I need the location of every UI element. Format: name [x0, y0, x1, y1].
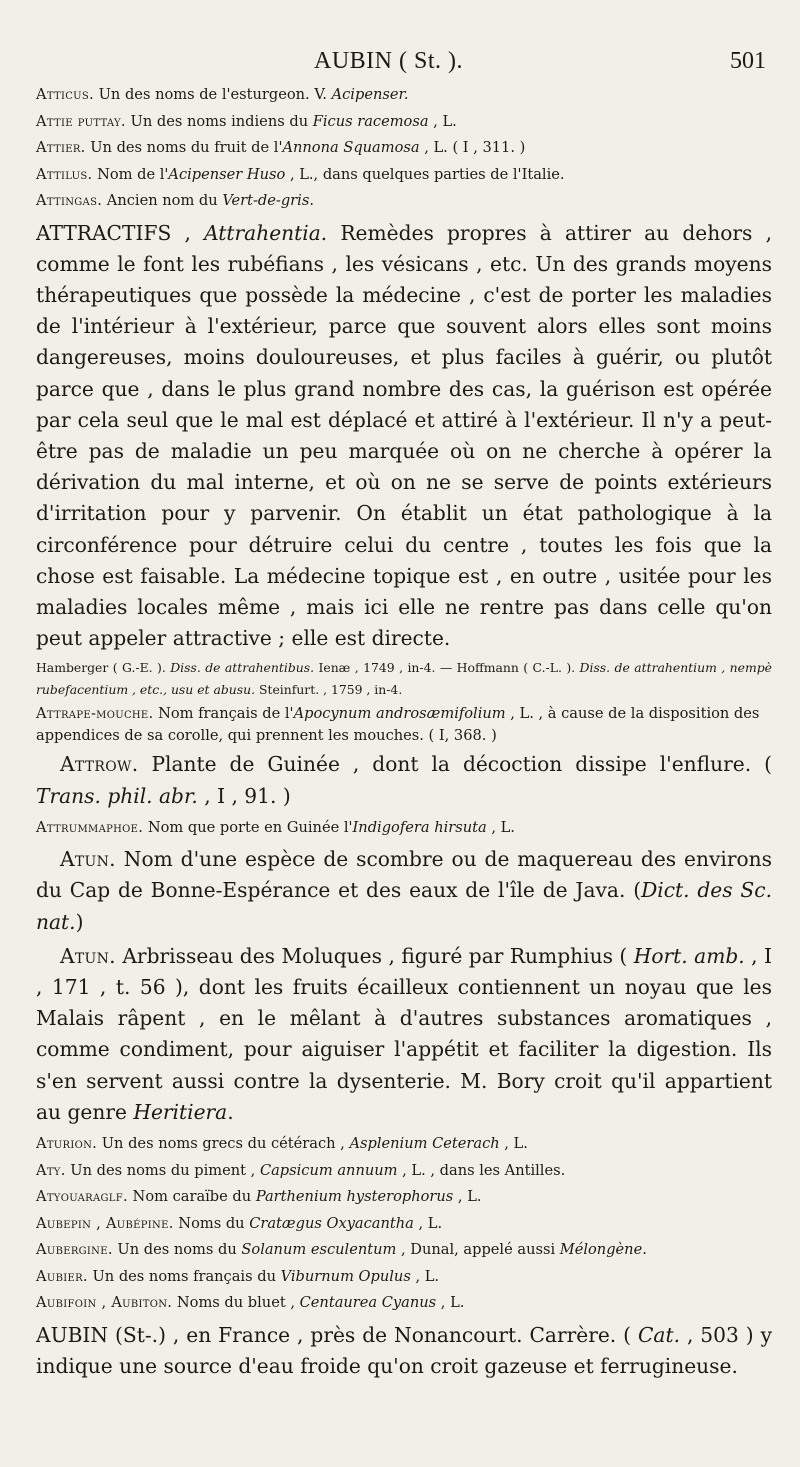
- entry-term: AUBIN: [36, 1322, 109, 1347]
- entry-term: Atun.: [60, 943, 116, 968]
- entry-term: ATTRACTIFS: [36, 220, 172, 245]
- entry-aubin: AUBIN (St-.) , en France , près de Nonancourt. Carrère. ( Cat. , 503 ) y indique une source d'eau froide qu'on croit gazeuse et ferrugineuse.: [36, 1322, 772, 1378]
- entry-aubepin: Aubepin , Aubépine. Noms du Cratægus Oxyacantha , L.: [36, 1214, 443, 1232]
- bibliography-attractifs: Hamberger ( G.-E. ). Diss. de attrahentibus. Ienæ , 1749 , in-4. — Hoffmann ( C.-L. ). Diss. de attrahentium , nempè rubefacentium , etc., usu et abusu. Steinfurt. , 1759 , in-4.: [36, 660, 772, 697]
- entry-term: Aty.: [36, 1161, 66, 1179]
- entry-atticus: Atticus. Un des noms de l'esturgeon. V. Acipenser.: [36, 86, 409, 103]
- entry-term: Aubifoin , Aubiton.: [36, 1294, 173, 1312]
- entry-term: Aturion.: [36, 1135, 98, 1153]
- entry-term: Attingas.: [36, 192, 103, 209]
- entry-term: Attier.: [36, 139, 86, 156]
- entry-aubier: Aubier. Un des noms français du Viburnum Opulus , L.: [36, 1267, 440, 1285]
- entry-term: Attie puttay.: [36, 112, 126, 130]
- entry-term: Atun.: [60, 847, 116, 872]
- entry-attilus: Attilus. Nom de l'Acipenser Huso , L., dans quelques parties de l'Italie.: [36, 165, 565, 183]
- page-number: 501: [730, 48, 766, 74]
- entry-term: Aubier.: [36, 1267, 88, 1285]
- entry-aubergine: Aubergine. Un des noms du Solanum esculentum , Dunal, appelé aussi Mélongène.: [36, 1241, 647, 1259]
- entry-term: Aubepin , Aubépine.: [36, 1214, 174, 1232]
- entry-atun-scombre: Atun. Nom d'une espèce de scombre ou de maquereau des environs du Cap de Bonne-Espérance et des eaux de l'île de Java. (Dict. des Sc. nat.): [36, 847, 772, 934]
- entry-aty: Aty. Un des noms du piment , Capsicum annuum , L. , dans les Antilles.: [36, 1161, 566, 1179]
- entry-attrape-mouche: Attrape-mouche. Nom français de l'Apocynum androsæmifolium , L. , à cause de la disposition des appendices de sa corolle, qui prennent les mouches. ( I, 368. ): [36, 705, 760, 744]
- entry-attingas: Attingas. Ancien nom du Vert-de-gris.: [36, 192, 314, 209]
- entry-term: Atticus.: [36, 86, 94, 103]
- entry-term: Attrow.: [60, 752, 139, 777]
- entry-attie-puttay: Attie puttay. Un des noms indiens du Ficus racemosa , L.: [36, 112, 457, 130]
- entry-aubifoin: Aubifoin , Aubiton. Noms du bluet , Centaurea Cyanus , L.: [36, 1294, 465, 1312]
- running-head: AUBIN ( St. ).: [314, 48, 463, 74]
- entry-attrow: Attrow. Plante de Guinée , dont la décoction dissipe l'enflure. ( Trans. phil. abr. , I , 91. ): [36, 752, 772, 808]
- entry-atun-arbrisseau: Atun. Arbrisseau des Moluques , figuré par Rumphius ( Hort. amb. , I , 171 , t. 56 ), dont les fruits écailleux contiennent un noyau que les Malais râpent , en le mêlant à d'autres substances aromatiques , comme condiment, pour aiguiser l'appétit et faciliter la digestion. Ils s'en servent aussi contre la dysenterie. M. Bory croit qu'il appartient au genre Heritiera.: [36, 943, 772, 1124]
- entry-term: Attrummaphoe.: [36, 818, 144, 836]
- entry-term: Attrape-mouche.: [36, 705, 154, 723]
- page-body: [36, 82, 772, 1382]
- entry-term: Atyouaraglf.: [36, 1188, 128, 1206]
- entry-attier: Attier. Un des noms du fruit de l'Annona Squamosa , L. ( I , 311. ): [36, 139, 526, 156]
- page-header: [0, 46, 800, 82]
- entry-attractifs: ATTRACTIFS , Attrahentia. Remèdes propres à attirer au dehors , comme le font les rubéfians , les vésicans , etc. Un des grands moyens thérapeutiques que possède la médecine , c'est de porter les maladies de l'intérieur à l'extérieur, parce que souvent alors elles sont moins dangereuses, moins douloureuses, et plus faciles à guérir, ou plutôt parce que , dans le plus grand nombre des cas, la guérison est opérée par cela seul que le mal est déplacé et attiré à l'extérieur. Il n'y a peut-être pas de maladie un peu marquée où on ne cherche à opérer la dérivation du mal interne, et où on ne se serve de points extérieurs d'irritation pour y parvenir. On établit un état pathologique à la circonférence pour détruire celui du centre , toutes les fois que la chose est faisable. La médecine topique est , en outre , usitée pour les maladies locales même , mais ici elle ne rentre pas dans celle qu'on peut appeler attractive ; elle est directe.: [36, 220, 772, 651]
- entry-aturion: Aturion. Un des noms grecs du cétérach , Asplenium Ceterach , L.: [36, 1135, 528, 1153]
- entry-term: Aubergine.: [36, 1241, 113, 1259]
- entry-attrummaphoe: Attrummaphoe. Nom que porte en Guinée l'Indigofera hirsuta , L.: [36, 818, 515, 836]
- entry-atyouaraglf: Atyouaraglf. Nom caraïbe du Parthenium hysterophorus , L.: [36, 1188, 482, 1206]
- entry-term: Attilus.: [36, 165, 93, 183]
